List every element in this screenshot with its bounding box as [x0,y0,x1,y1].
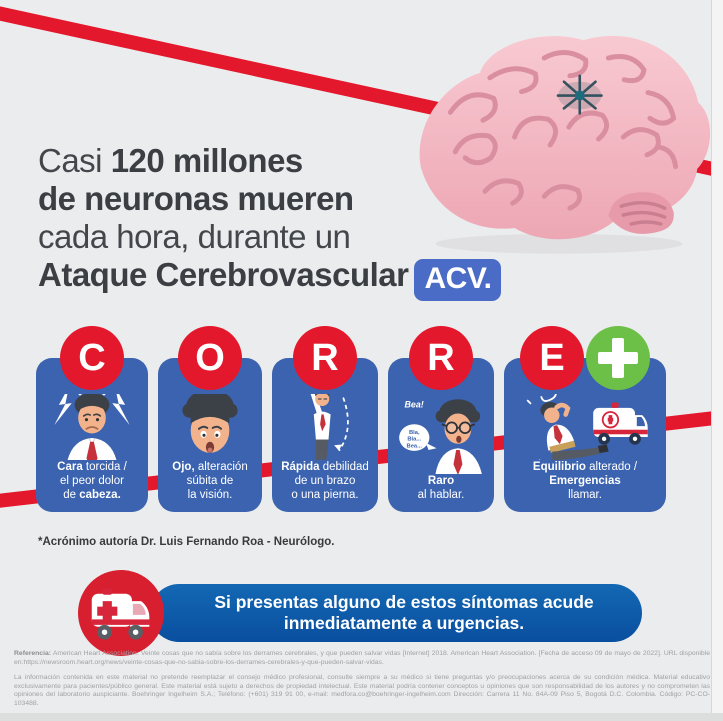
headline [38,142,501,301]
letter-c-badge: C [60,326,124,390]
symptom-card-cara [36,326,148,512]
symptom-card-ojo [158,326,262,512]
svg-text:Bla,: Bla, [408,429,420,436]
legal-note: La información contenida en este material no pretende reemplazar el consejo médico profesional, consulte siempre a su médico si tiene preguntas y/o preocupaciones acerca de su condición médica. Material educativo exclusivamente para pacientes/público general. Este material está sujeto a derechos de propiedad intelectual. Este material podría contener conceptos u opiniones que son responsabilidad de los autores y no comprometen las opiniones del laboratorio auspiciante. Boehringer Ingelheim S.A.; Teléfono: (+601) 319 91 00, e-mail: medfora.co@boehringer-ingelheim.com Dirección: Carrera 11 No. 84A-09 Piso 5, Bogotá D.C. Colombia. Código: PC-CO-103488. [14,674,710,707]
symptom-card-equilibrio [504,326,666,512]
card-caption: Ojo, alteración súbita de la visión. [172,460,248,501]
card-caption: Raro al hablar. [417,474,465,501]
ambulance-icon [593,402,648,444]
right-edge-band [711,0,723,721]
headache-person-illustration [40,394,144,460]
speech-bubble [399,424,436,451]
speech-person-illustration [392,394,490,474]
headline-line-3: cada hora, durante un [38,218,351,255]
symptom-card-raro [388,326,494,512]
card-caption: Equilibrio alterado / Emergencias llamar. [532,460,638,501]
corre-cards-row [36,326,666,512]
ambulance-icon [84,581,158,645]
weak-arm-person-illustration [276,394,374,460]
headline-line-4: Ataque Cerebrovascular ACV. [38,256,501,301]
emergency-banner [78,570,642,656]
stroke-spot-icon [558,76,601,114]
headline-line-1: Casi 120 millones [38,142,303,179]
ambulance-badge [78,570,164,656]
footer [14,650,710,716]
letter-r2-badge: R [409,326,473,390]
letter-e-badge: E [520,326,584,390]
plus-icon [586,326,650,390]
card-caption: Cara torcida / el peor dolor de cabeza. [57,460,127,501]
vision-person-illustration [162,394,258,460]
svg-text:Bea...: Bea... [406,443,422,450]
down-arrow-icon [339,398,348,451]
acronym-credit: *Acrónimo autoría Dr. Luis Fernando Roa - Neurólogo. [38,536,335,548]
svg-text:Bla...: Bla... [407,436,422,443]
banner-text: Si presentas alguno de estos síntomas acude inmediatamente a urgencias. [150,584,642,642]
symptom-card-rapida [272,326,378,512]
letter-o-badge: O [178,326,242,390]
balance-fall-illustration [508,394,662,460]
reference-note: Referencia: American Heart Association. Veinte cosas que no sabía sobre los derrames cerebrales, y que pueden salvar vidas [Internet] 2018. American Heart Association. [Fecha de acceso 09 de mayo de 2022]. URL disponible en:https://newsroom.heart.org/news/veinte-cosas-que-no-sabia-sobre-los-derrames-cerebrales-y-que-pueden-salvar-vidas. [14,650,710,666]
bottom-edge-bar [0,713,723,721]
headline-line-2: de neuronas mueren [38,180,354,217]
acv-badge: ACV. [414,259,501,301]
exclamation-text: Bea! [404,399,424,410]
letter-r-badge: R [293,326,357,390]
card-caption: Rápida debilidad de un brazo o una pierna. [281,460,369,501]
